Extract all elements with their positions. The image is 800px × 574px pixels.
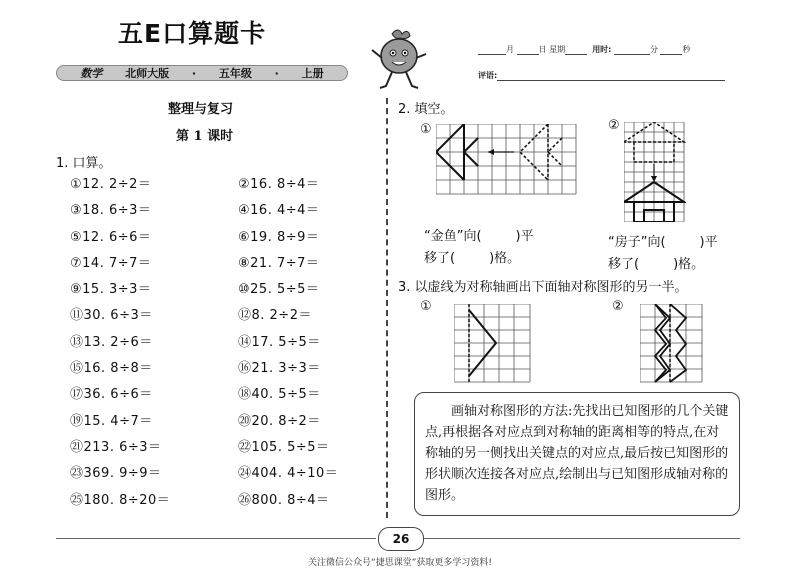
time-used-label: 用时:	[592, 45, 612, 54]
problem: ⑭17. 5÷5＝	[238, 334, 321, 350]
problem: ㉒105. 5÷5＝	[238, 439, 330, 455]
house-grid	[624, 122, 686, 222]
mascot-illustration	[368, 26, 430, 92]
lesson-title: 第 1 课时	[176, 129, 234, 144]
problem: ⑮16. 8÷8＝	[70, 361, 153, 377]
section-title: 整理与复习	[168, 102, 234, 117]
seconds-field[interactable]	[660, 45, 682, 55]
problem: ㉑213. 6÷3＝	[70, 439, 162, 455]
volume-label: 上册	[301, 67, 324, 80]
problem: ㉓369. 9÷9＝	[70, 466, 162, 482]
subject-bar	[56, 65, 348, 81]
footer-note: 关注微信公众号“捷思课堂”获取更多学习资料!	[308, 558, 492, 568]
problem: ⑳20. 8÷2＝	[238, 413, 321, 429]
caption-text: )平	[515, 229, 534, 244]
problem: ⑩25. 5÷5＝	[238, 282, 320, 298]
problem: ⑱40. 5÷5＝	[238, 387, 321, 403]
problem: ⑤12. 6÷6＝	[70, 229, 152, 245]
problem: ⑬13. 2÷6＝	[70, 334, 153, 350]
problem: ①12. 2÷2＝	[70, 177, 152, 192]
footer-divider	[56, 538, 376, 539]
comment-field[interactable]	[497, 71, 725, 81]
footer-divider	[424, 538, 740, 539]
brand-title: 五E口算题卡	[118, 19, 267, 48]
separator: ·	[191, 66, 197, 80]
seconds-label: 秒	[682, 45, 691, 54]
day-field[interactable]	[517, 45, 539, 55]
arrow-left-icon	[488, 149, 494, 155]
question-3-label: 3. 以虚线为对称轴画出下面轴对称图形的另一半。	[398, 280, 688, 295]
column-divider	[386, 98, 388, 518]
caption-fish	[424, 226, 534, 270]
problem: ㉕180. 8÷20＝	[70, 492, 171, 508]
problem: ⑦14. 7÷7＝	[70, 255, 152, 271]
problem: ⑪30. 6÷3＝	[70, 308, 153, 324]
marker-1: ①	[420, 299, 432, 314]
problem-column-right	[238, 172, 338, 514]
problem-column-left	[70, 172, 170, 514]
symmetry-grid-2	[640, 304, 704, 384]
caption-text: 移了(	[608, 257, 640, 272]
minutes-field[interactable]	[614, 45, 650, 55]
question-2-label: 2. 填空。	[398, 102, 454, 117]
caption-text: )格。	[673, 257, 705, 272]
caption-text: 移了(	[424, 251, 456, 266]
date-line	[478, 44, 690, 55]
problem: ⑨15. 3÷3＝	[70, 282, 152, 298]
problem: ㉖800. 8÷4＝	[238, 492, 330, 508]
subject-label: 数学	[80, 67, 103, 80]
comment-label: 评语:	[478, 71, 498, 80]
symmetry-grid-1	[454, 304, 532, 384]
marker-2: ②	[612, 299, 624, 314]
caption-text: )平	[699, 235, 718, 250]
month-label: 月	[506, 45, 514, 54]
problem: ㉔404. 4÷10＝	[238, 466, 339, 482]
problem: ⑥19. 8÷9＝	[238, 229, 320, 245]
problem: ⑲15. 4÷7＝	[70, 413, 153, 429]
problem: ⑰36. 6÷6＝	[70, 387, 153, 403]
weekday-field[interactable]	[565, 45, 587, 55]
grade-label: 五年级	[218, 67, 252, 80]
day-label: 日	[538, 45, 547, 54]
separator: ·	[274, 66, 279, 80]
caption-text: “金鱼”向(	[424, 229, 482, 244]
caption-house	[608, 232, 718, 276]
edition-label: 北师大版	[125, 67, 170, 80]
method-note: 画轴对称图形的方法:先找出已知图形的几个关键点,再根据各对应点到对称轴的距离相等的特点,在对称轴的另一侧找出关键点的对应点,最后按已知图形的形状顺次连接各对应点,绘制出与已知图形成轴对称的图形。	[414, 392, 740, 516]
minutes-label: 分	[649, 45, 658, 54]
page-number: 26	[378, 527, 424, 551]
weekday-label: 星期	[549, 45, 566, 54]
question-1-label: 1. 口算。	[56, 156, 112, 171]
fish-grid	[436, 124, 578, 196]
problem: ⑯21. 3÷3＝	[238, 361, 321, 377]
month-field[interactable]	[478, 45, 506, 55]
marker-2: ②	[608, 118, 620, 133]
comment-line	[478, 70, 725, 81]
problem: ③18. 6÷3＝	[70, 203, 152, 219]
problem: ⑫8. 2÷2＝	[238, 308, 312, 324]
marker-1: ①	[420, 122, 432, 137]
problem: ④16. 4÷4＝	[238, 203, 320, 219]
caption-text: )格。	[489, 251, 521, 266]
problem: ⑧21. 7÷7＝	[238, 255, 320, 271]
problem: ②16. 8÷4＝	[238, 177, 320, 192]
caption-text: “房子”向(	[608, 235, 666, 250]
